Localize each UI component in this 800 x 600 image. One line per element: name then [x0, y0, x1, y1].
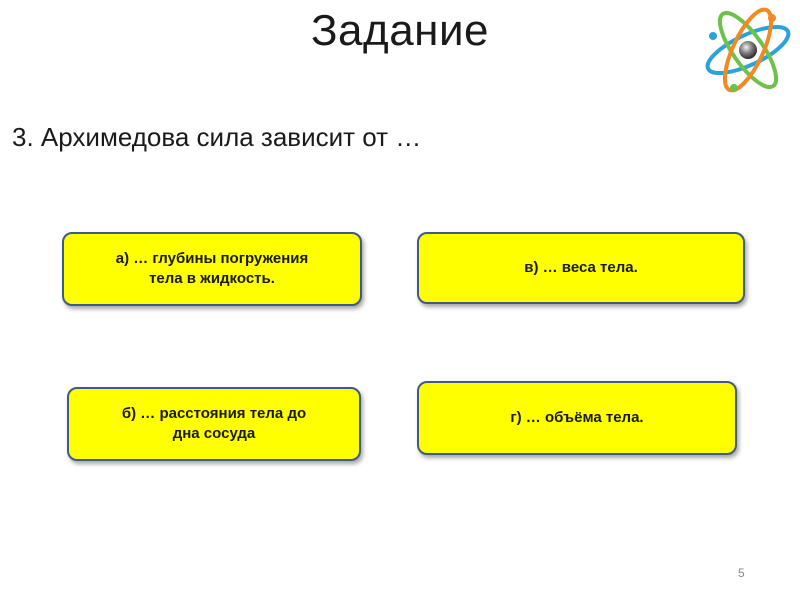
slide-title: Задание	[310, 6, 490, 55]
answer-option-g-label: г) … объёма тела.	[510, 409, 644, 426]
answer-option-a-label: а) … глубины погружения тела в жидкость.	[115, 250, 309, 287]
answer-option-b[interactable]	[67, 387, 361, 461]
page-number: 5	[738, 566, 745, 580]
answer-option-v[interactable]	[417, 232, 745, 304]
answer-option-b-label: б) … расстояния тела до дна сосуда	[121, 405, 307, 442]
answer-option-a[interactable]	[62, 232, 362, 306]
answer-option-v-label: в) … веса тела.	[524, 259, 638, 276]
answer-option-g[interactable]	[417, 381, 737, 455]
atom-icon	[700, 2, 796, 98]
question-text: 3. Архимедова сила зависит от …	[12, 122, 422, 152]
